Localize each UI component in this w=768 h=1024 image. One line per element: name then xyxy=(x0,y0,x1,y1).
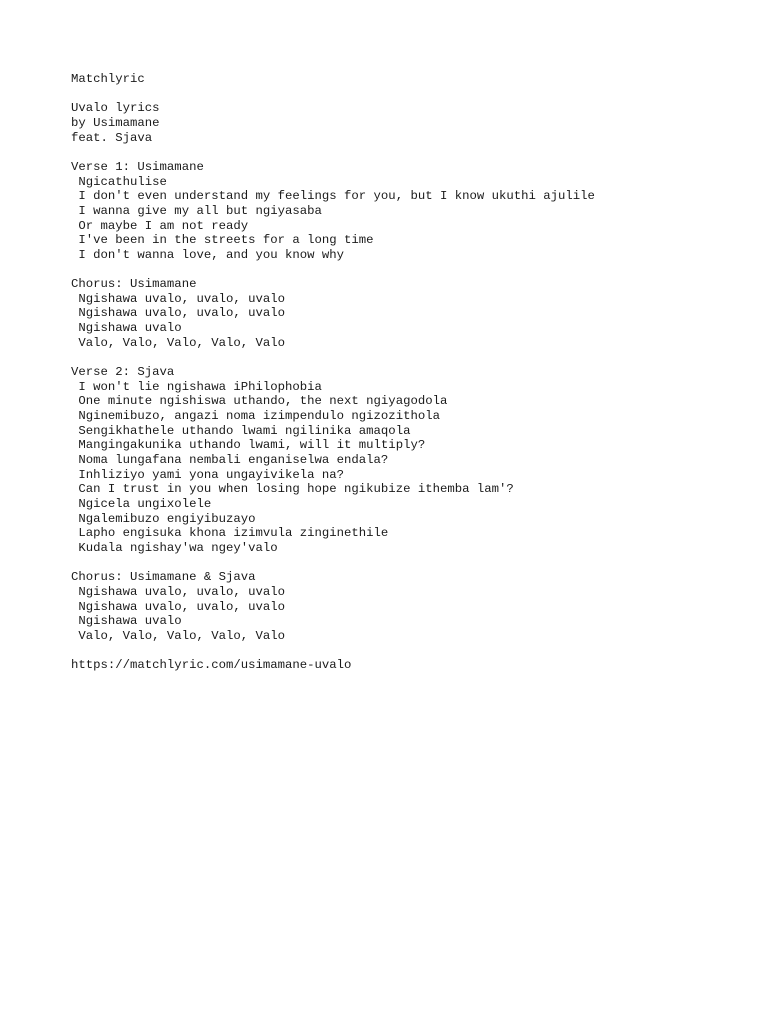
section-header: Verse 1: Usimamane xyxy=(71,159,204,174)
lyric-line: Ngicela ungixolele xyxy=(71,496,212,511)
lyric-line: One minute ngishiswa uthando, the next ngiyagodola xyxy=(71,394,448,409)
lyric-line: Ngishawa uvalo, uvalo, uvalo xyxy=(71,584,286,599)
lyrics-section xyxy=(71,160,751,277)
lyric-line: I've been in the streets for a long time xyxy=(71,233,374,248)
lyrics-section xyxy=(71,365,751,570)
lyric-line: Ngishawa uvalo xyxy=(71,614,182,629)
spacer xyxy=(71,263,751,278)
lyric-line: Nginemibuzo, angazi noma izimpendulo ngizozithola xyxy=(71,409,440,424)
lyric-line: Ngishawa uvalo, uvalo, uvalo xyxy=(71,306,286,321)
lyric-line: Noma lungafana nembali enganiselwa endala? xyxy=(71,453,389,467)
lyric-line: Ngicathulise xyxy=(71,174,167,189)
spacer xyxy=(71,644,751,659)
lyric-line: Can I trust in you when losing hope ngikubize ithemba lam'? xyxy=(71,482,514,497)
lyric-line: Ngalemibuzo engiyibuzayo xyxy=(71,511,256,526)
lyric-line: I don't wanna love, and you know why xyxy=(71,247,345,262)
section-header: Chorus: Usimamane xyxy=(71,277,197,292)
lyric-line: Sengikhathele uthando lwami ngilinika amaqola xyxy=(71,423,411,438)
lyric-line: Ngishawa uvalo, uvalo, uvalo xyxy=(71,599,286,614)
spacer xyxy=(71,556,751,571)
lyric-line: I won't lie ngishawa iPhilophobia xyxy=(71,379,322,394)
lyrics-section xyxy=(71,570,751,658)
lyrics-section xyxy=(71,277,751,365)
lyric-line: Ngishawa uvalo xyxy=(71,321,182,336)
section-header: Chorus: Usimamane & Sjava xyxy=(71,570,256,585)
lyric-line: Mangingakunika uthando lwami, will it multiply? xyxy=(71,438,426,453)
song-artist: by Usimamane xyxy=(71,115,160,130)
lyric-line: Lapho engisuka khona izimvula zinginethile xyxy=(71,526,389,541)
section-header: Verse 2: Sjava xyxy=(71,365,175,380)
lyric-line: Kudala ngishay'wa ngey'valo xyxy=(71,540,278,555)
lyric-line: I don't even understand my feelings for you, but I know ukuthi ajulile xyxy=(71,189,595,204)
lyric-line: Ngishawa uvalo, uvalo, uvalo xyxy=(71,291,286,306)
spacer xyxy=(71,87,751,102)
lyric-line: Valo, Valo, Valo, Valo, Valo xyxy=(71,628,286,643)
song-featured-artist: feat. Sjava xyxy=(71,130,153,145)
site-name: Matchlyric xyxy=(71,72,145,86)
lyric-line: Valo, Valo, Valo, Valo, Valo xyxy=(71,335,286,350)
source-url[interactable]: https://matchlyric.com/usimamane-uvalo xyxy=(71,658,352,673)
song-title: Uvalo lyrics xyxy=(71,101,160,116)
spacer xyxy=(71,350,751,365)
lyric-line: Inhliziyo yami yona ungayivikela na? xyxy=(71,467,345,482)
lyrics-document xyxy=(71,72,751,673)
lyric-line: Or maybe I am not ready xyxy=(71,218,249,233)
lyric-line: I wanna give my all but ngiyasaba xyxy=(71,203,322,218)
lyrics-sections xyxy=(71,160,751,658)
spacer xyxy=(71,145,751,160)
